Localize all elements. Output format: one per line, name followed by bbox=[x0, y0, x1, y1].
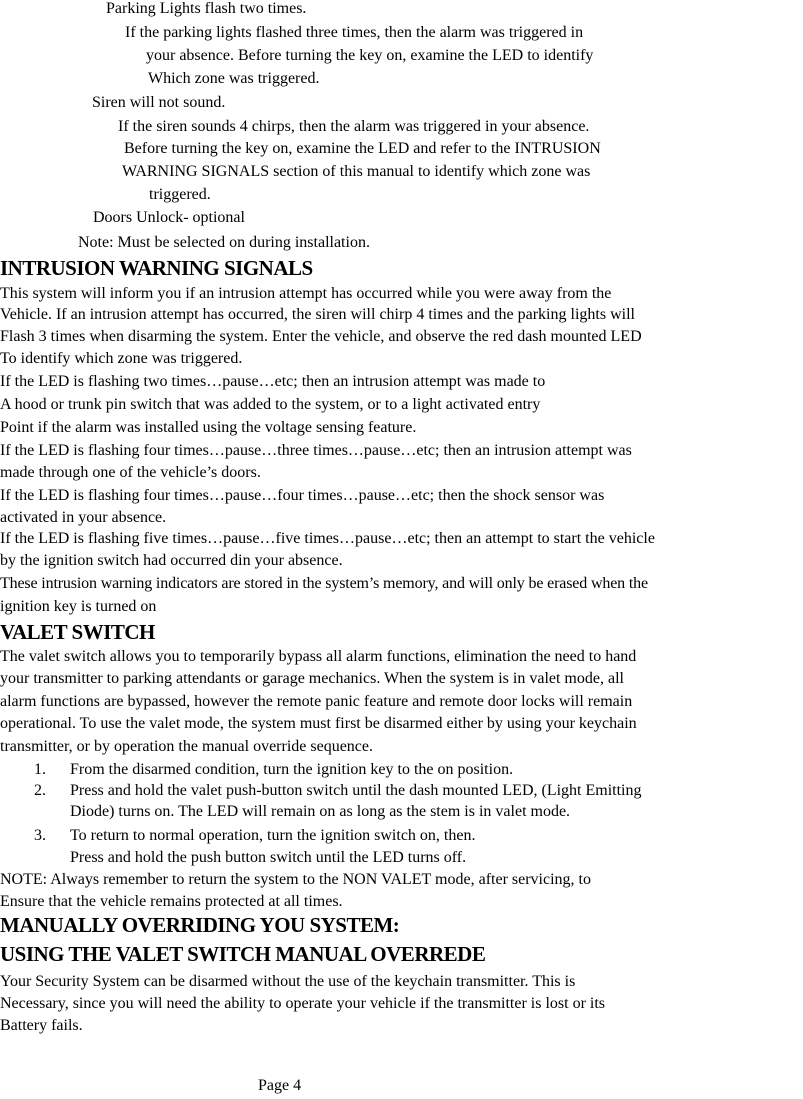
step-text: To return to normal operation, turn the ignition switch on, then. bbox=[70, 827, 476, 844]
siren-title: Siren will not sound. bbox=[92, 94, 226, 111]
valet-line: operational. To use the valet mode, the system must first be disarmed either by using your keychain bbox=[0, 715, 637, 732]
step-number: 3. bbox=[34, 827, 46, 844]
siren-line-2: Before turning the key on, examine the LED and refer to the INTRUSION bbox=[124, 140, 601, 157]
override-heading-2: USING THE VALET SWITCH MANUAL OVERREDE bbox=[0, 942, 486, 966]
page-number: Page 4 bbox=[258, 1077, 302, 1094]
intrusion-line: Point if the alarm was installed using the voltage sensing feature. bbox=[0, 419, 417, 436]
valet-line: The valet switch allows you to temporarily bypass all alarm functions, elimination the need to hand bbox=[0, 648, 637, 665]
step-text: From the disarmed condition, turn the ignition key to the on position. bbox=[70, 761, 514, 778]
step-text: Press and hold the valet push-button switch until the dash mounted LED, (Light Emitting bbox=[70, 782, 642, 799]
parking-lights-title: Parking Lights flash two times. bbox=[106, 0, 307, 17]
parking-lights-line-3: Which zone was triggered. bbox=[148, 70, 320, 87]
intrusion-line: by the ignition switch had occurred din your absence. bbox=[0, 552, 343, 569]
intrusion-line: To identify which zone was triggered. bbox=[0, 350, 243, 367]
installation-note: Note: Must be selected on during installation. bbox=[78, 234, 370, 251]
siren-line-4: triggered. bbox=[149, 186, 211, 203]
intrusion-line: If the LED is flashing two times…pause…etc; then an intrusion attempt was made to bbox=[0, 373, 546, 390]
intrusion-line: A hood or trunk pin switch that was added to the system, or to a light activated entry bbox=[0, 396, 541, 413]
intrusion-line: Flash 3 times when disarming the system. Enter the vehicle, and observe the red dash mounted LED bbox=[0, 328, 642, 345]
intrusion-heading: INTRUSION WARNING SIGNALS bbox=[0, 256, 313, 280]
step-number: 2. bbox=[34, 782, 46, 799]
siren-line-1: If the siren sounds 4 chirps, then the alarm was triggered in your absence. bbox=[118, 118, 590, 135]
valet-note-line: NOTE: Always remember to return the system to the NON VALET mode, after servicing, to bbox=[0, 871, 591, 888]
valet-heading: VALET SWITCH bbox=[0, 620, 155, 644]
intrusion-line: This system will inform you if an intrusion attempt has occurred while you were away from the bbox=[0, 285, 612, 302]
step-text: Press and hold the push button switch until the LED turns off. bbox=[70, 849, 467, 866]
intrusion-line: activated in your absence. bbox=[0, 509, 167, 526]
intrusion-line: If the LED is flashing four times…pause…four times…pause…etc; then the shock sensor was bbox=[0, 487, 605, 504]
intrusion-line: ignition key is turned on bbox=[0, 598, 157, 615]
override-heading-1: MANUALLY OVERRIDING YOU SYSTEM: bbox=[0, 913, 400, 937]
override-line: Necessary, since you will need the ability to operate your vehicle if the transmitter is lost or its bbox=[0, 995, 606, 1012]
intrusion-line: If the LED is flashing five times…pause…five times…pause…etc; then an attempt to start the vehicle bbox=[0, 530, 655, 547]
step-number: 1. bbox=[34, 761, 46, 778]
parking-lights-line-1: If the parking lights flashed three times, then the alarm was triggered in bbox=[125, 24, 584, 41]
intrusion-line: made through one of the vehicle’s doors. bbox=[0, 464, 261, 481]
valet-line: alarm functions are bypassed, however the remote panic feature and remote door locks will remain bbox=[0, 693, 633, 710]
intrusion-line: If the LED is flashing four times…pause…three times…pause…etc; then an intrusion attempt was bbox=[0, 442, 632, 459]
valet-line: transmitter, or by operation the manual override sequence. bbox=[0, 738, 373, 755]
step-text: Diode) turns on. The LED will remain on as long as the stem is in valet mode. bbox=[70, 803, 571, 820]
override-line: Your Security System can be disarmed without the use of the keychain transmitter. This is bbox=[0, 973, 576, 990]
override-line: Battery fails. bbox=[0, 1017, 83, 1034]
intrusion-line: Vehicle. If an intrusion attempt has occurred, the siren will chirp 4 times and the parking lights will bbox=[0, 306, 635, 323]
doors-unlock-title: Doors Unlock- optional bbox=[93, 209, 245, 226]
valet-line: your transmitter to parking attendants or garage mechanics. When the system is in valet mode, all bbox=[0, 670, 624, 687]
parking-lights-line-2: your absence. Before turning the key on, examine the LED to identify bbox=[146, 47, 594, 64]
valet-note-line: Ensure that the vehicle remains protected at all times. bbox=[0, 893, 343, 910]
siren-line-3: WARNING SIGNALS section of this manual to identify which zone was bbox=[122, 163, 591, 180]
intrusion-line: These intrusion warning indicators are stored in the system’s memory, and will only be erased when the bbox=[0, 575, 648, 592]
